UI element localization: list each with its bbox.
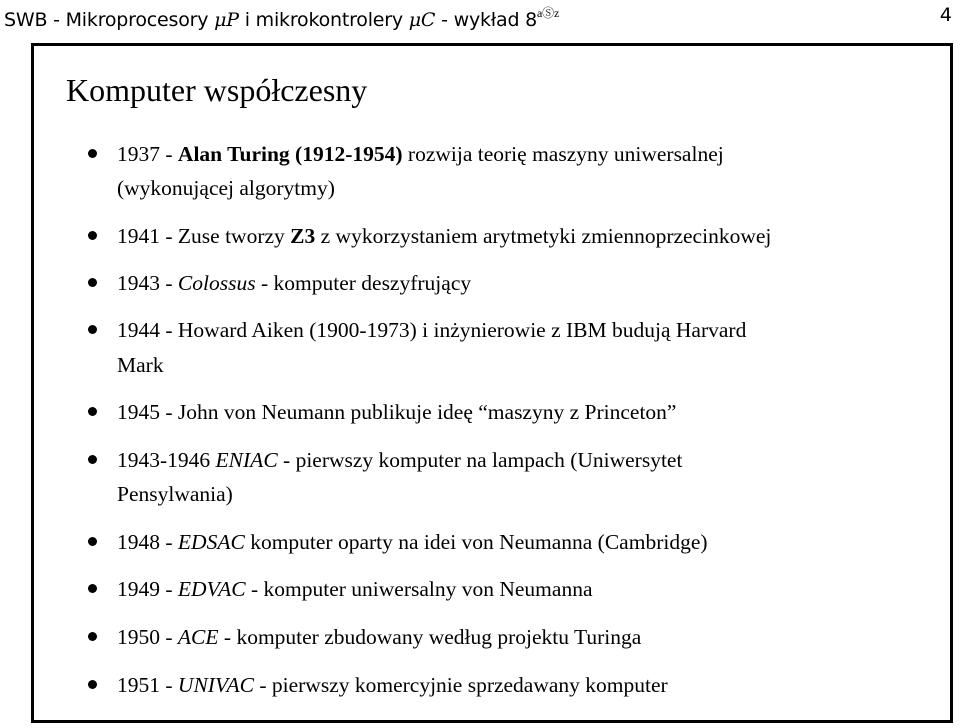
item-text: Mark (117, 353, 164, 377)
item-year: 1951 - (117, 673, 178, 697)
page-number: 4 (939, 4, 952, 26)
list-item-continuation (117, 477, 233, 511)
list-item (117, 443, 682, 477)
title-middle: i mikrokontrolery (238, 9, 409, 31)
bullet-icon (88, 407, 97, 416)
item-emphasis: ENIAC (215, 448, 278, 472)
item-text: rozwija teorię maszyny uniwersalnej (402, 142, 724, 166)
list-item (117, 137, 724, 171)
item-text: Pensylwania) (117, 482, 233, 506)
list-item (117, 668, 668, 702)
mu-p-symbol: μP (214, 9, 239, 31)
item-text: - komputer deszyfrujący (255, 271, 472, 295)
item-year: 1948 - (117, 530, 178, 554)
item-emphasis: ACE (177, 625, 219, 649)
item-text: z wykorzystaniem arytmetyki zmiennoprzecinkowej (315, 224, 772, 248)
item-year: 1949 - (117, 577, 178, 601)
item-year: 1943-1946 (117, 448, 216, 472)
bullet-icon (88, 455, 97, 464)
bullet-icon (88, 537, 97, 546)
list-item (117, 620, 641, 654)
item-emphasis: EDSAC (177, 530, 245, 554)
slide-title: Komputer współczesny (66, 72, 368, 108)
list-item (117, 266, 471, 300)
bullet-icon (88, 584, 97, 593)
item-year: 1937 - (117, 142, 178, 166)
list-item (117, 313, 746, 347)
list-item (117, 525, 708, 559)
bullet-icon (88, 632, 97, 641)
item-text: (wykonującej algorytmy) (117, 176, 335, 200)
item-text: - pierwszy komputer na lampach (Uniwersytet (277, 448, 683, 472)
item-text: 1945 - John von Neumann publikuje ideę “maszyny z Princeton” (117, 400, 677, 424)
title-prefix: SWB - Mikroprocesory (4, 9, 215, 31)
item-emphasis: UNIVAC (177, 673, 254, 697)
item-text: - pierwszy komercyjnie sprzedawany komputer (253, 673, 668, 697)
item-text: - komputer uniwersalny von Neumanna (245, 577, 593, 601)
item-emphasis: EDVAC (177, 577, 246, 601)
bullet-icon (88, 149, 97, 158)
list-item-continuation (117, 348, 164, 382)
item-emphasis: Z3 (290, 224, 316, 248)
bullet-icon (88, 278, 97, 287)
item-year: 1943 - (117, 271, 178, 295)
mu-c-symbol: μC (408, 9, 436, 31)
item-emphasis: Colossus (177, 271, 256, 295)
bullet-icon (88, 680, 97, 689)
title-suffix: - wykład 8 (435, 9, 538, 31)
bullet-icon (88, 231, 97, 240)
list-item-continuation (117, 171, 335, 205)
bullet-icon (88, 325, 97, 334)
list-item (117, 572, 593, 606)
item-emphasis: Alan Turing (1912-1954) (177, 142, 403, 166)
title-superscript: aⓈz (537, 6, 560, 20)
item-year: 1941 - Zuse tworzy (117, 224, 291, 248)
item-year: 1950 - (117, 625, 178, 649)
item-text: 1944 - Howard Aiken (1900-1973) i inżynierowie z IBM budują Harvard (117, 318, 747, 342)
item-text: komputer oparty na idei von Neumanna (Cambridge) (244, 530, 708, 554)
list-item (117, 219, 771, 253)
item-text: - komputer zbudowany według projektu Turinga (218, 625, 642, 649)
list-item (117, 395, 676, 429)
